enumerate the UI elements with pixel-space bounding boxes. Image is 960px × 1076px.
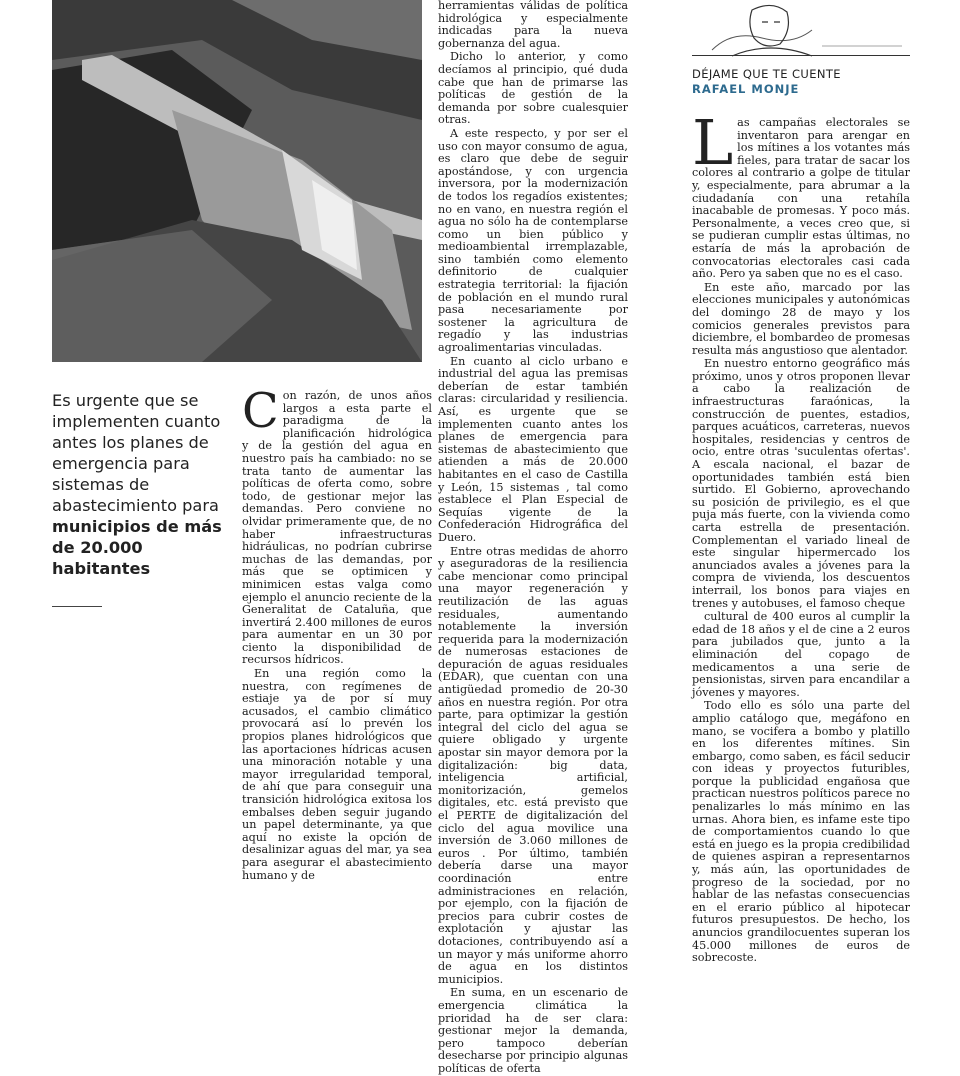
paragraph: Todo ello es sólo una parte del amplio catálogo que, megáfono en mano, se vocifera a bombo y platillo en los diferentes mítines. Sin embargo, como saben, es fácil seducir con ideas y proyectos futuribles, porque la publicidad engañosa que practican nuestros políticos parece no penalizarles lo más mínimo en las urnas. Ahora bien, es infame este tipo de comportamientos cuando lo que está en juego es la propia credibilidad de quienes aspiran a representarnos y, más aún, las oportunidades de progreso de la sociedad, por no hablar de las nefastas consecuencias en el erario público al hipotecar futuros presupuestos. De hecho, los anuncios grandilocuentes superan los 45.000 millones de euros de sobrecoste.: [692, 699, 910, 965]
paragraph: [242, 383, 432, 667]
pull-quote-rule: [52, 606, 102, 607]
pull-quote-bold: municipios de más de 20.000 habitantes: [52, 517, 222, 578]
paragraph: [692, 106, 910, 281]
paragraph: A este respecto, y por ser el uso con mayor consumo de agua, es claro que debe de seguir apostándose, y con urgencia inversora, por la modernización de todos los regadíos existentes; no en vano, en nuestra región el agua no sólo ha de contemplarse como un bien público y medioambiental irremplazable, sino también como elemento definitorio de cualquier estrategia territorial: la fijación de población en el mundo rural pasa necesariamente por sostener la agricultura de regadío y las industrias agroalimentarias vinculadas.: [438, 126, 628, 355]
paragraph-text: on razón, de unos años largos a esta parte el paradigma de la planificación hidrológica y de la gestión del agua en nuestro país ha cambiado: no se trata tanto de aumentar las políticas de oferta como, sobre todo, de gestionar mejor las demandas. Pero conviene no olvidar primeramente que, de no haber infraestructuras hidráulicas, no podrían cubrirse muchas de las demandas, por más que se optimicen y minimicen estas valga como ejemplo el anuncio reciente de la Generalitat de Cataluña, que invertirá 2.400 millones de euros para aumentar en un 30 por ciento la disponibilidad de recursos hídricos.: [242, 389, 432, 667]
paragraph: En una región como la nuestra, con regímenes de estiaje ya de por sí muy acusados, el cambio climático provocará así lo prevén los propios planes hidrológicos que las aportaciones hídricas acusen una minoración notable y una mayor irregularidad temporal, de ahí que para conseguir una transición hidrológica exitosa los embalses deben seguir jugando un papel determinante, ya que aquí no existe la opción de desalinizar aguas del mar, ya sea para asegurar el abastecimiento humano y de: [242, 667, 432, 882]
column-kicker: DÉJAME QUE TE CUENTE: [692, 67, 841, 81]
paragraph: En cuanto al ciclo urbano e industrial del agua las premisas deberían de estar también claras: circularidad y resiliencia. Así, es urgente que se implementen cuanto antes los planes de emergencia para sistemas de abastecimiento que atienden a más de 20.000 habitantes en el caso de Castilla y León, 15 sistemas , tal como establece el Plan Especial de Sequías vigente de la Confederación Hidrográfica del Duero.: [438, 354, 628, 544]
pull-quote-text: Es urgente que se implementen cuanto antes los planes de emergencia para sistemas de abastecimiento para: [52, 391, 221, 515]
paragraph: En este año, marcado por las elecciones municipales y autonómicas del domingo 28 de mayo y los comicios generales previstos para diciembre, el bombardeo de promesas resulta más angustioso que alentador.: [692, 280, 910, 357]
paragraph: En suma, en un escenario de emergencia climática la prioridad ha de ser clara: gestionar mejor la demanda, pero tampoco deberían desecharse por principio algunas políticas de oferta: [438, 986, 628, 1075]
paragraph: En nuestro entorno geográfico más próximo, unos y otros proponen llevar a cabo la realización de infraestructuras faraónicas, la construcción de puentes, estadios, parques acuáticos, carreteras, nuevos hospitales, residencias y centros de ocio, entre otras 'suculentas ofertas'. A escala nacional, el bazar de oportunidades también está bien surtido. El Gobierno, aprovechando su posición de privilegio, es el que puja más fuerte, con la vivienda como carta estrella de presentación. Complementan el variado lineal de este singular hipermercado los anunciados avales a jóvenes para la compra de vivienda, los descuentos interrail, los bonos para viajes en trenes y autobuses, el famoso cheque: [692, 357, 910, 610]
paragraph: Entre otras medidas de ahorro y aseguradoras de la resiliencia cabe mencionar como principal una mayor regeneración y reutilización de las aguas residuales, aumentando notablemente la inversión requerida para la modernización de numerosas estaciones de depuración de aguas residuales (EDAR), que cuentan con una antigüedad promedio de 20-30 años en nuestra región. Por otra parte, para optimizar la gestión integral del ciclo del agua se quiere obligado y urgente apostar sin mayor demora por la digitalización: big data, inteligencia artificial, monitorización, gemelos digitales, etc. está previsto que el PERTE de digitalización del ciclo del agua movilice una inversión de 3.060 millones de euros . Por último, también debería darse una mayor coordinación entre administraciones en relación, por ejemplo, con la fijación de precios para cubrir costes de explotación y ajustar las dotaciones, contribuyendo así a un mayor y más uniforme ahorro de agua en los distintos municipios.: [438, 544, 628, 986]
paragraph: herramientas válidas de política hidrológica y especialmente indicadas para la nueva gobernanza del agua.: [438, 0, 628, 50]
drop-cap: C: [242, 383, 279, 439]
paragraph-text: as campañas electorales se inventaron para arengar en los mítines a los votantes más fieles, para tratar de sacar los colores al contrario a golpe de titular y, especialmente, para abrumar a la ciudadanía con una retahíla inacabable de promesas. Y poco más. Personalmente, a veces creo que, si se pudieran cumplir estas últimas, no estaría de más la aprobación de convocatorias electorales casi cada año. Pero ya saben que no es el caso.: [692, 116, 910, 281]
columnist-sketch: [692, 0, 910, 56]
article-column-2: [438, 0, 628, 1076]
pull-quote: [52, 390, 227, 579]
paragraph: Dicho lo anterior, y como decíamos al principio, qué duda cabe que han de primarse las políticas de gestión de la demanda por sobre cualesquier otras.: [438, 50, 628, 127]
article-column-3: [692, 106, 910, 966]
drop-cap: L: [692, 106, 734, 179]
paragraph: cultural de 400 euros al cumplir la edad de 18 años y el de cine a 2 euros para jubilados que, junto a la eliminación del copago de medicamentos a una serie de pensionistas, sirven para encandilar a jóvenes y mayores.: [692, 610, 910, 699]
column-author: RAFAEL MONJE: [692, 82, 800, 96]
article-column-1: [242, 383, 432, 883]
dam-photo: [52, 0, 422, 362]
